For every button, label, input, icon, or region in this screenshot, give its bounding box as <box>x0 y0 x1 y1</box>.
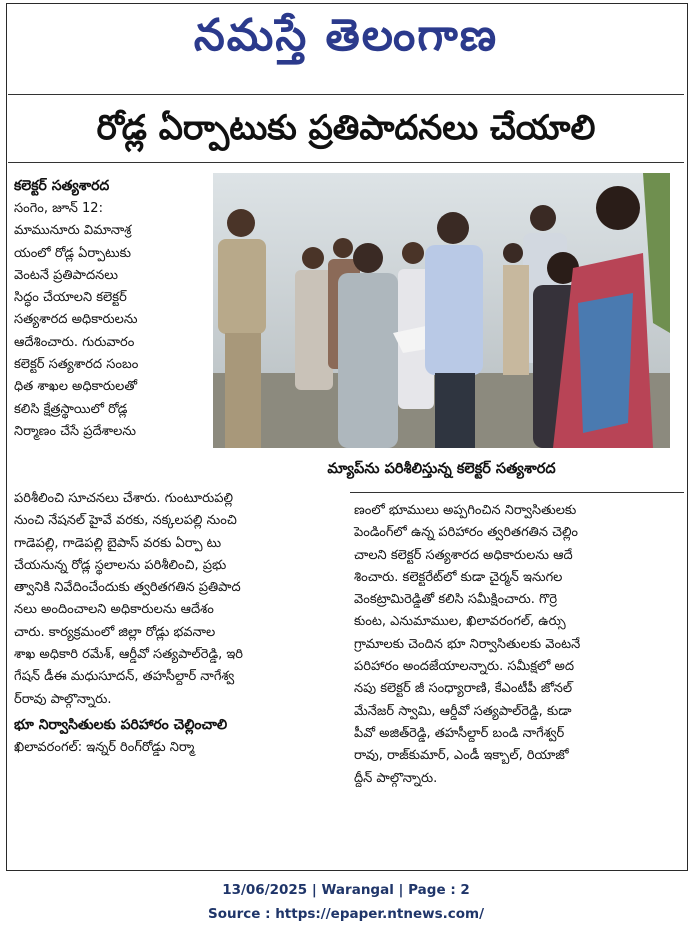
masthead-logo: నమస్తే తెలంగాణ <box>193 10 499 61</box>
text-line: గేషన్ డీఈ మధుసూదన్, తహసీల్దార్ నాగేశ్వ <box>14 669 235 685</box>
right-column <box>354 500 676 790</box>
text-line: సంగెం, జూన్ 12: <box>14 201 103 216</box>
caption-rule <box>350 492 684 493</box>
text-line: సత్యశారద అధికారులను <box>14 312 138 328</box>
text-line: కలిసి క్షేత్రస్థాయిలో రోడ్ల <box>14 401 128 417</box>
text-line: ర్‌రావు పాల్గొన్నారు. <box>14 691 112 707</box>
left-lower-column <box>14 488 336 759</box>
text-line: కుంట, ఎనుమాముల, ఖిలావరంగల్, ఉర్సు <box>354 614 566 630</box>
text-line: రావు, రాజ్‌కుమార్, ఎండీ ఇక్బాల్, రియాజో <box>354 748 569 764</box>
text-line: నలు అందించాలని అధికారులను ఆదేశం <box>14 602 214 618</box>
text-line: వెంకట్రామిరెడ్డితో కలిసి సమీక్షించారు. గొర్రె <box>354 592 558 608</box>
text-line: మామునూరు విమానాశ్ర <box>14 223 132 239</box>
sub-line: ఖిలావరంగల్: ఇన్నర్ రింగ్‌రోడ్డు నిర్మా <box>14 739 195 755</box>
headline-rule <box>8 162 684 163</box>
text-line: ఆదేశించారు. గురువారం <box>14 334 135 350</box>
right-column-text <box>354 500 676 790</box>
footer-date-edition: 13/06/2025 | Warangal | Page : 2 <box>222 882 470 898</box>
text-line: సిద్ధం చేయాలని కలెక్టర్ <box>14 290 127 306</box>
left-column <box>14 174 206 443</box>
masthead-rule <box>8 94 684 95</box>
text-line: పీవో అజిత్‌రెడ్డి, తహసీల్దార్ బండి నాగేశ్వర్ <box>354 725 565 741</box>
intro-text <box>14 198 206 443</box>
text-line: ణంలో భూములు అప్పగించిన నిర్వాసితులకు <box>354 503 577 518</box>
text-line: గాడెపల్లి, గాడెపల్లి బైపాస్ వరకు ఏర్పా టు <box>14 535 222 551</box>
headline: రోడ్ల ఏర్పాటుకు ప్రతిపాదనలు చేయాలి <box>96 108 596 148</box>
text-line: నపు కలెక్టర్ జీ సంధ్యారాణి, కేఎంటీపీ జోనల్ <box>354 681 573 697</box>
text-line: పెండింగ్‌లో ఉన్న పరిహారం త్వరితగతిన చెల్లిం <box>354 525 578 541</box>
photo-caption: మ్యాప్‌ను పరిశీలిస్తున్న కలెక్టర్ సత్యశారద <box>213 452 670 490</box>
text-line: వెంటనే ప్రతిపాదనలు <box>14 267 118 283</box>
text-line: పరిహారం అందజేయాలన్నారు. సమీక్షలో అద <box>354 659 575 675</box>
text-line: ద్దీన్ పాల్గొన్నారు. <box>354 770 438 786</box>
text-line: త్వానికి నివేదించేందుకు త్వరితగతిన ప్రతిపాద <box>14 580 241 596</box>
text-line: యంలో రోడ్ల ఏర్పాటుకు <box>14 245 131 261</box>
text-line: ధిత శాఖల అధికారులతో <box>14 379 138 395</box>
text-line: శించారు. కలెక్టరేట్‌లో కుడా చైర్మన్ ఇనుగల <box>354 569 563 585</box>
text-line: చేయనున్న రోడ్ల స్థలాలను పరిశీలించి, ప్రభు <box>14 557 227 573</box>
text-line: మేనేజర్ స్వామి, ఆర్డీవో సత్యపాల్‌రెడ్డి, కుడా <box>354 703 572 719</box>
text-line: శాఖ అధికారి రమేశ్, ఆర్డీవో సత్యపాల్‌రెడ్డి, ఇరి <box>14 647 243 663</box>
text-line: నిర్మాణం చేసే ప్రదేశాలను <box>14 423 136 439</box>
text-line: పరిశీలించి సూచనలు చేశారు. గుంటూరుపల్లి <box>14 491 234 506</box>
news-photo <box>213 173 670 448</box>
text-line: నుంచి నేషనల్ హైవే వరకు, నక్కలపల్లి నుంచి <box>14 513 237 529</box>
footer-source: Source : https://epaper.ntnews.com/ <box>207 906 485 922</box>
byline: కలెక్టర్ సత్యశారద <box>14 178 110 194</box>
text-line: కలెక్టర్ సత్యశారద సంబం <box>14 357 139 373</box>
text-line: చారు. కార్యక్రమంలో జిల్లా రోడ్లు భవనాల <box>14 624 216 640</box>
subheading: భూ నిర్వాసితులకు పరిహారం చెల్లించాలి <box>14 716 228 733</box>
body-text <box>14 488 336 711</box>
text-line: గ్రామాలకు చెందిన భూ నిర్వాసితులకు వెంటనే <box>354 636 581 652</box>
text-line: చాలని కలెక్టర్ సత్యశారద అధికారులను ఆదే <box>354 547 573 563</box>
